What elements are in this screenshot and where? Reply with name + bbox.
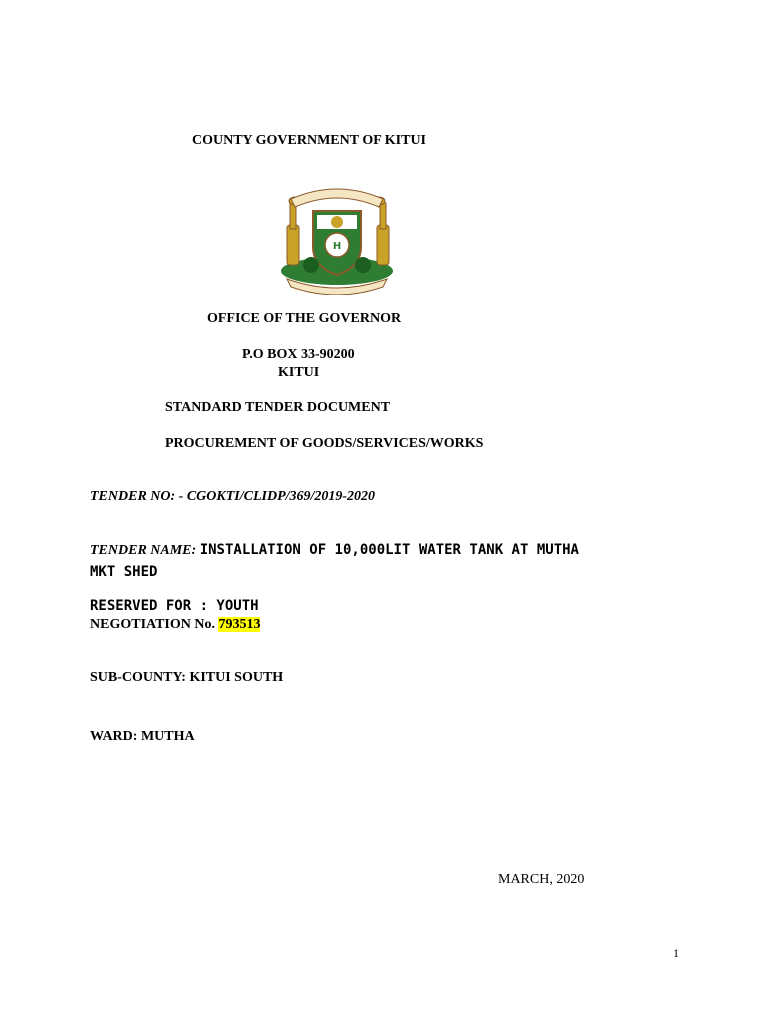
tender-name-label: TENDER NAME: [90,543,197,558]
county-seal-icon [273,185,401,295]
county-title: COUNTY GOVERNMENT OF KITUI [192,133,427,148]
negotiation-label: NEGOTIATION No. [90,617,215,632]
document-date: MARCH, 2020 [498,872,585,887]
svg-text:H: H [332,241,342,252]
negotiation-value: 793513 [218,617,261,632]
tender-name [90,542,579,560]
tender-name-continued: MKT SHED [90,564,158,580]
tender-name-value: INSTALLATION OF 10,000LIT WATER TANK AT MUTHA [199,542,579,558]
office-town: KITUI [278,365,320,380]
reserved-for: RESERVED FOR : YOUTH [90,598,259,614]
ward: WARD: MUTHA [90,729,195,744]
office-name: OFFICE OF THE GOVERNOR [207,311,402,326]
subcounty: SUB-COUNTY: KITUI SOUTH [90,670,284,685]
document-type: STANDARD TENDER DOCUMENT [165,400,391,415]
county-seal-logo [273,185,401,295]
po-box: P.O BOX 33-90200 [242,347,355,362]
negotiation-number [90,617,260,634]
tender-number: TENDER NO: - CGOKTI/CLIDP/369/2019-2020 [90,489,376,504]
page-number: 1 [673,946,679,960]
procurement-line: PROCUREMENT OF GOODS/SERVICES/WORKS [165,436,484,451]
